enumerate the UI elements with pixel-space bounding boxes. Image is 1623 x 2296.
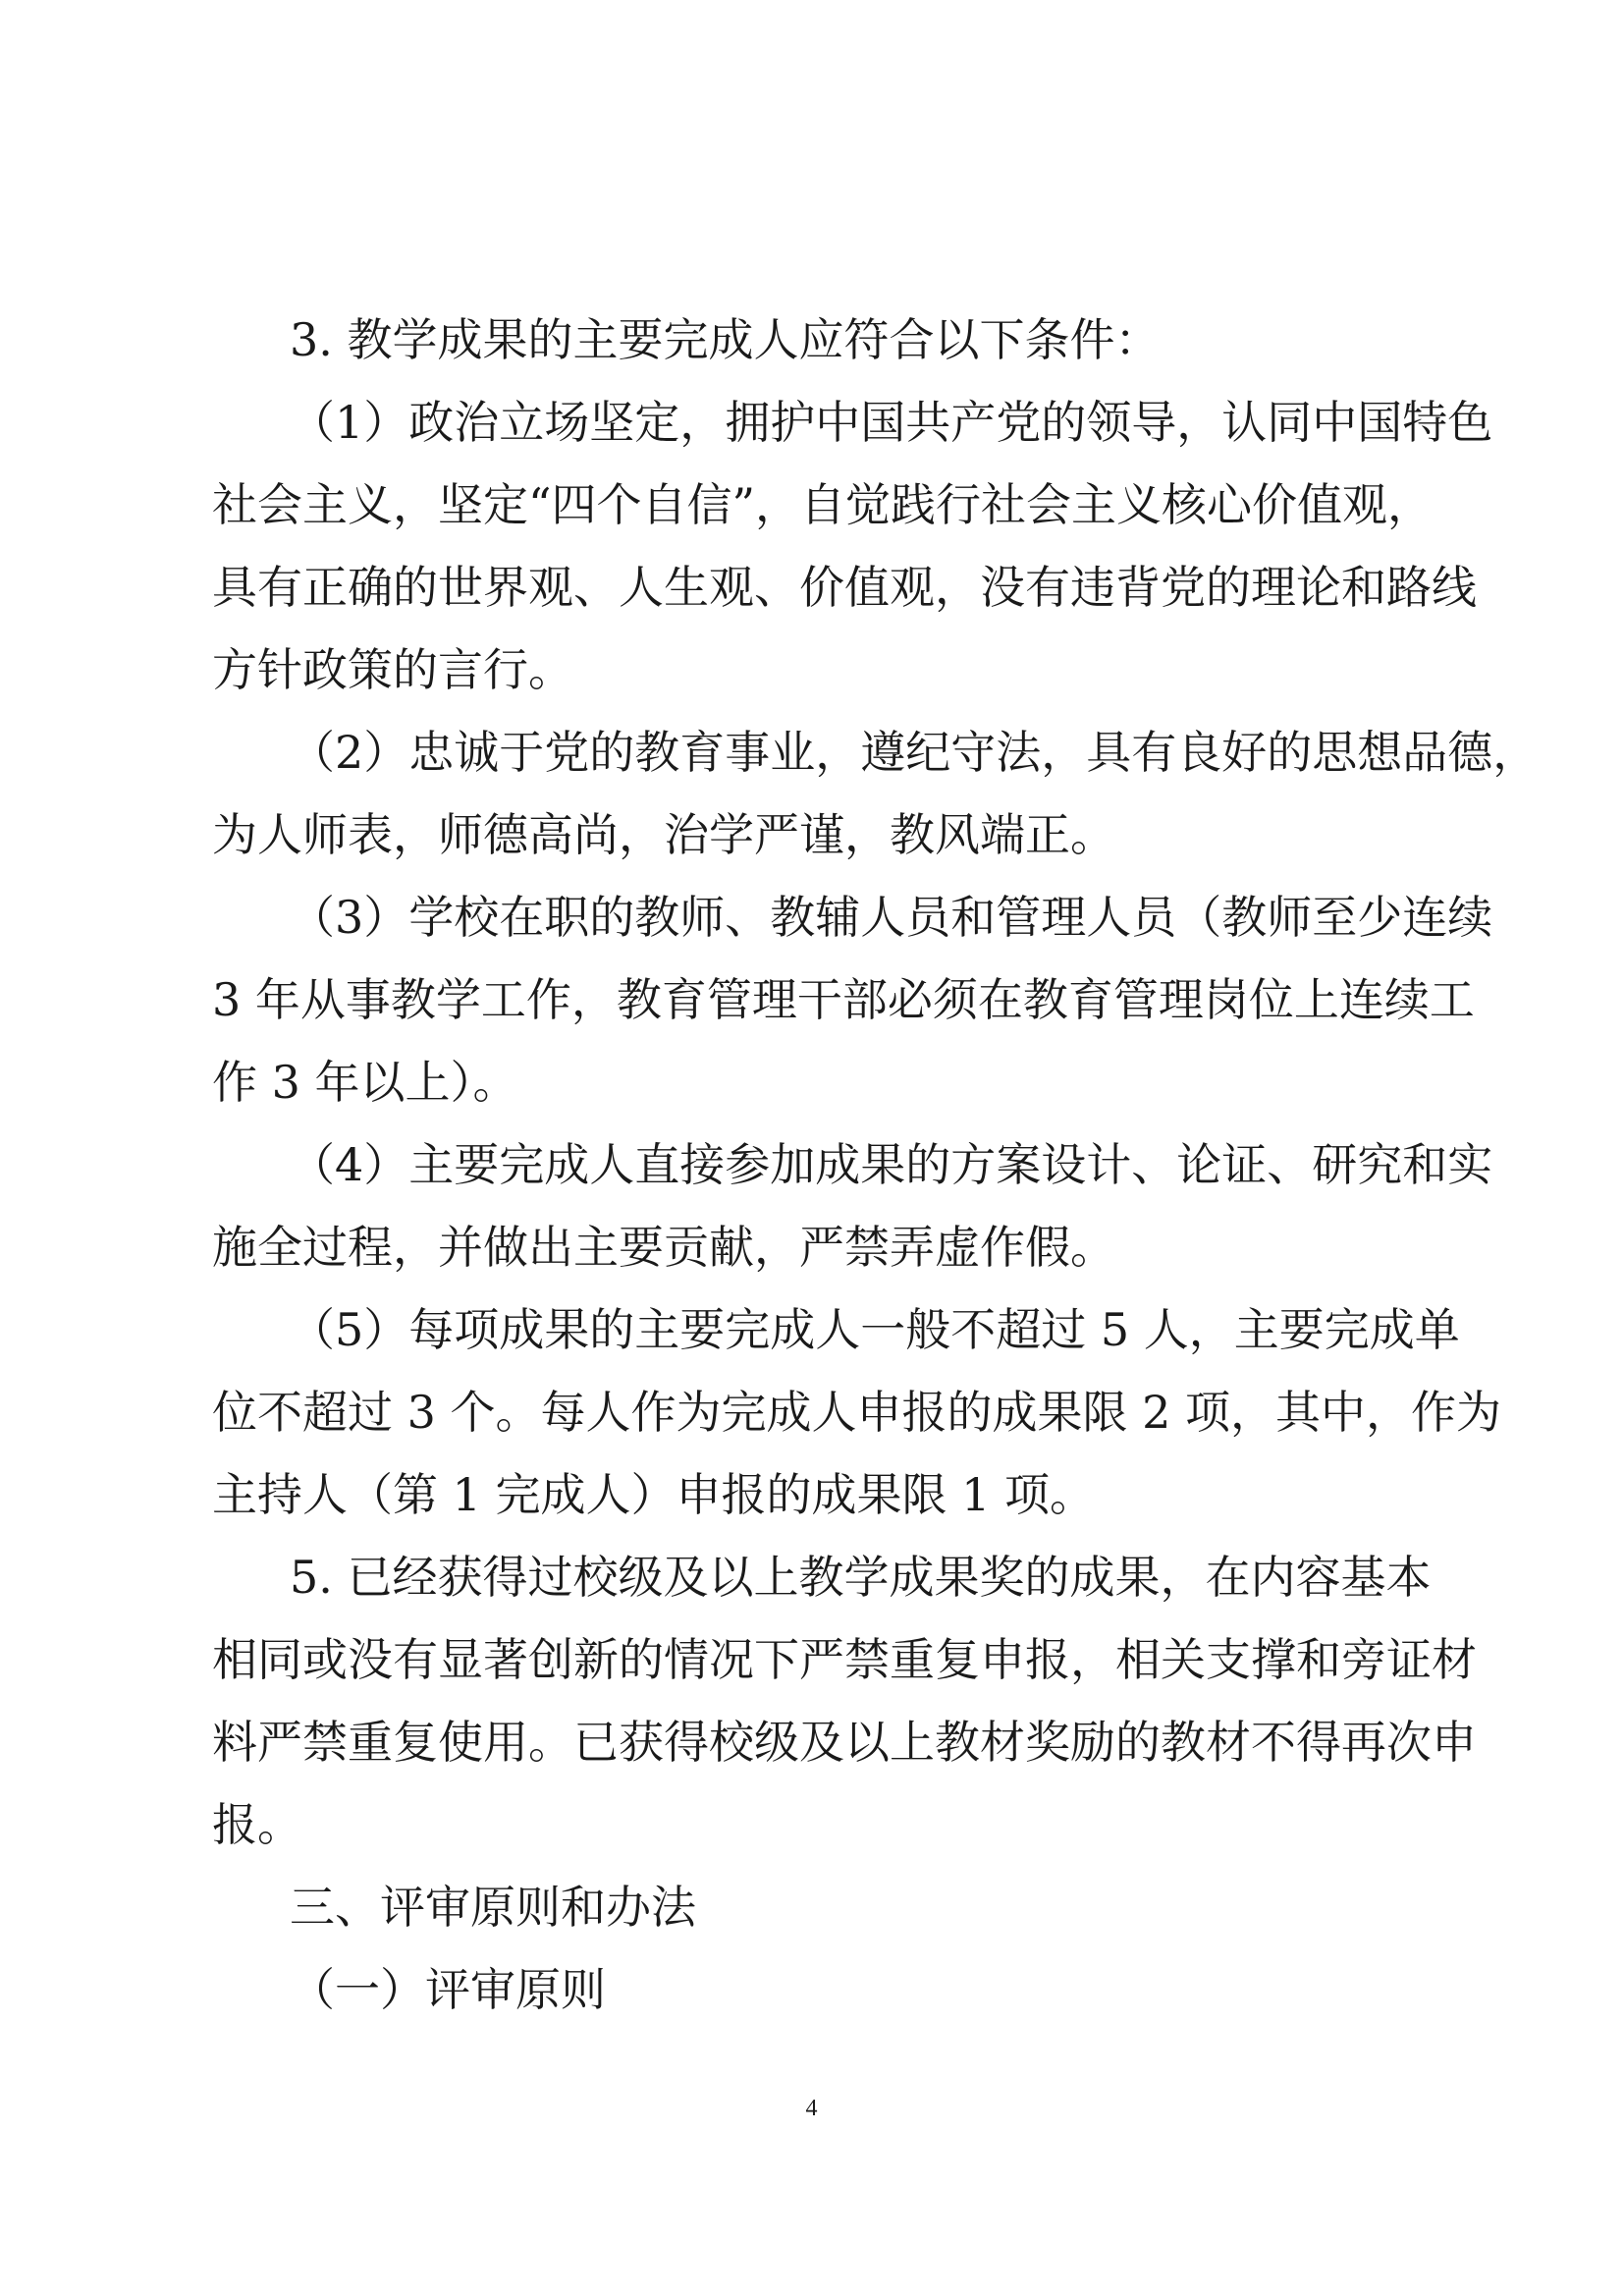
clause-5-line-2: 相同或没有显著创新的情况下严禁重复申报，相关支撑和旁证材 xyxy=(212,1633,1477,1686)
item-1-line-4: 方针政策的言行。 xyxy=(212,643,573,696)
item-3-line-1: （3）学校在职的教师、教辅人员和管理人员（教师至少连续 xyxy=(290,891,1493,944)
item-4-line-1: （4）主要完成人直接参加成果的方案设计、论证、研究和实 xyxy=(290,1138,1493,1191)
item-5-line-2: 位不超过 3 个。每人作为完成人申报的成果限 2 项，其中，作为 xyxy=(212,1386,1502,1439)
condition-heading: 3. 教学成果的主要完成人应符合以下条件： xyxy=(290,313,1161,366)
clause-5-line-3: 料严禁重复使用。已获得校级及以上教材奖励的教材不得再次申 xyxy=(212,1716,1477,1769)
clause-5-line-1: 5. 已经获得过校级及以上教学成果奖的成果，在内容基本 xyxy=(290,1551,1432,1604)
section-heading: 三、评审原则和办法 xyxy=(290,1881,696,1934)
item-5-line-1: （5）每项成果的主要完成人一般不超过 5 人，主要完成单 xyxy=(290,1303,1460,1356)
item-3-line-2: 3 年从事教学工作，教育管理干部必须在教育管理岗位上连续工 xyxy=(212,973,1475,1026)
item-1-line-1: （1）政治立场坚定，拥护中国共产党的领导，认同中国特色 xyxy=(290,396,1493,449)
clause-5-line-4: 报。 xyxy=(212,1798,302,1851)
item-1-line-3: 具有正确的世界观、人生观、价值观，没有违背党的理论和路线 xyxy=(212,561,1477,614)
item-5-line-3: 主持人（第 1 完成人）申报的成果限 1 项。 xyxy=(212,1468,1096,1521)
item-2-line-1: （2）忠诚于党的教育事业，遵纪守法，具有良好的思想品德， xyxy=(290,726,1539,779)
page-number: 4 xyxy=(805,2096,818,2121)
item-4-line-2: 施全过程，并做出主要贡献，严禁弄虚作假。 xyxy=(212,1221,1115,1274)
item-1-line-2: 社会主义，坚定“四个自信”，自觉践行社会主义核心价值观， xyxy=(212,478,1434,531)
item-3-line-3: 作 3 年以上）。 xyxy=(212,1056,518,1109)
subsection-heading: （一）评审原则 xyxy=(290,1963,606,2016)
item-2-line-2: 为人师表，师德高尚，治学严谨，教风端正。 xyxy=(212,808,1115,861)
